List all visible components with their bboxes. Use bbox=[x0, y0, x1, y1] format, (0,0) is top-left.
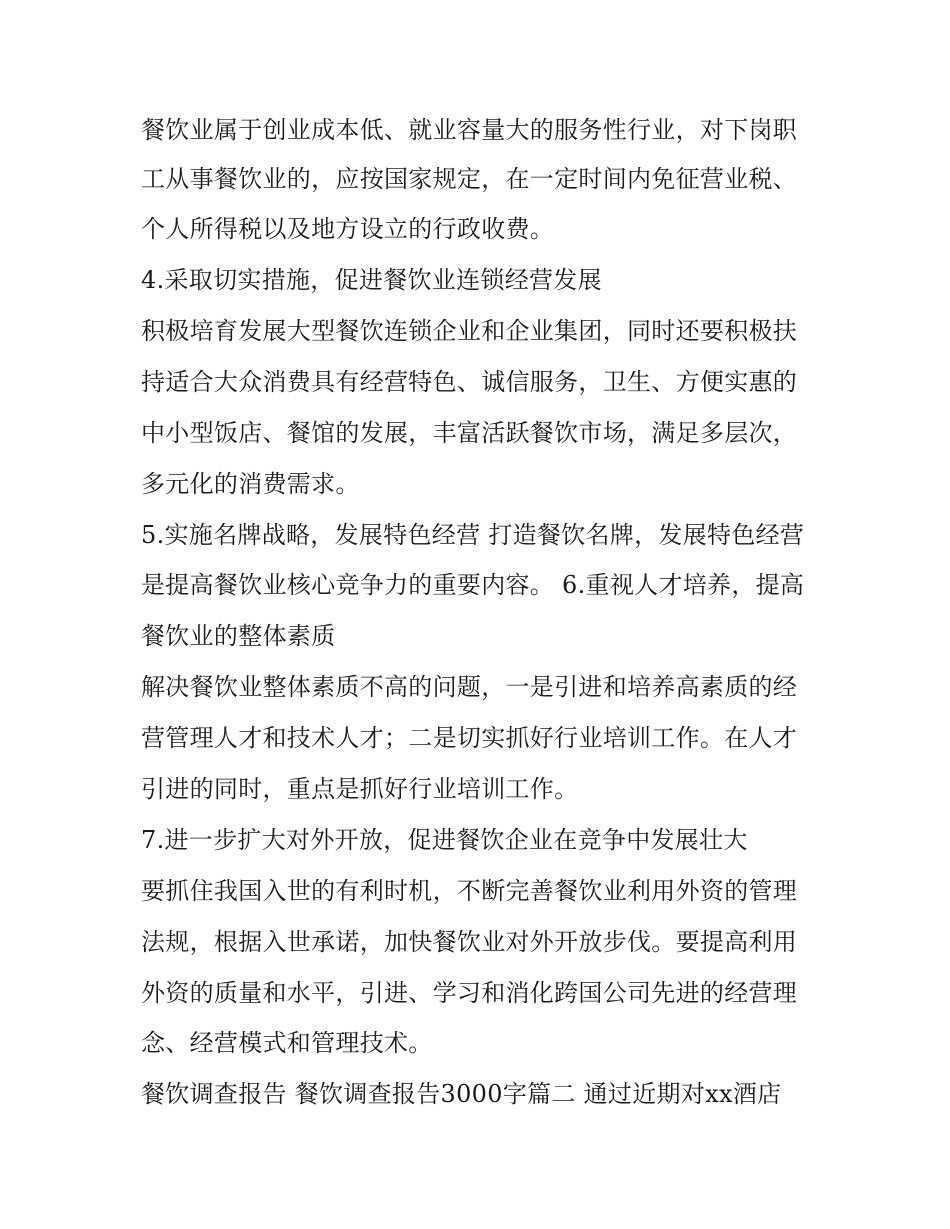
section-heading: 7.进一步扩大对外开放，促进餐饮企业在竞争中发展壮大 bbox=[141, 826, 748, 854]
section-heading: 4.采取切实措施，促进餐饮业连锁经营发展 bbox=[141, 266, 602, 294]
text-line: 工从事餐饮业的，应按国家规定，在一定时间内免征营业税、 bbox=[141, 165, 798, 193]
text-line: 餐饮调查报告 餐饮调查报告3000字篇二 通过近期对xx酒店 bbox=[141, 1080, 782, 1108]
text-line: 是提高餐饮业核心竞争力的重要内容。 6.重视人才培养，提高 bbox=[141, 571, 805, 599]
text-line: 积极培育发展大型餐饮连锁企业和企业集团，同时还要积极扶 bbox=[141, 317, 798, 345]
text-line: 念、经营模式和管理技术。 bbox=[141, 1029, 433, 1057]
text-line: 个人所得税以及地方设立的行政收费。 bbox=[141, 215, 555, 243]
text-line: 引进的同时，重点是抓好行业培训工作。 bbox=[141, 775, 579, 803]
text-line: 餐饮业属于创业成本低、就业容量大的服务性行业，对下岗职 bbox=[141, 116, 798, 144]
section-heading: 5.实施名牌战略，发展特色经营 打造餐饮名牌，发展特色经营 bbox=[141, 521, 805, 549]
text-line: 要抓住我国入世的有利时机，不断完善餐饮业利用外资的管理 bbox=[141, 877, 798, 905]
text-line: 营管理人才和技术人才；二是切实抓好行业培训工作。在人才 bbox=[141, 724, 798, 752]
text-line: 多元化的消费需求。 bbox=[141, 470, 360, 498]
text-line: 法规，根据入世承诺，加快餐饮业对外开放步伐。要提高利用 bbox=[141, 928, 798, 956]
text-line: 解决餐饮业整体素质不高的问题，一是引进和培养高素质的经 bbox=[141, 673, 798, 701]
text-line: 持适合大众消费具有经营特色、诚信服务，卫生、方便实惠的 bbox=[141, 368, 798, 396]
text-line: 中小型饭店、餐馆的发展，丰富活跃餐饮市场，满足多层次， bbox=[141, 419, 798, 447]
text-line: 餐饮业的整体素质 bbox=[141, 622, 336, 650]
text-line: 外资的质量和水平，引进、学习和消化跨国公司先进的经营理 bbox=[141, 979, 798, 1007]
